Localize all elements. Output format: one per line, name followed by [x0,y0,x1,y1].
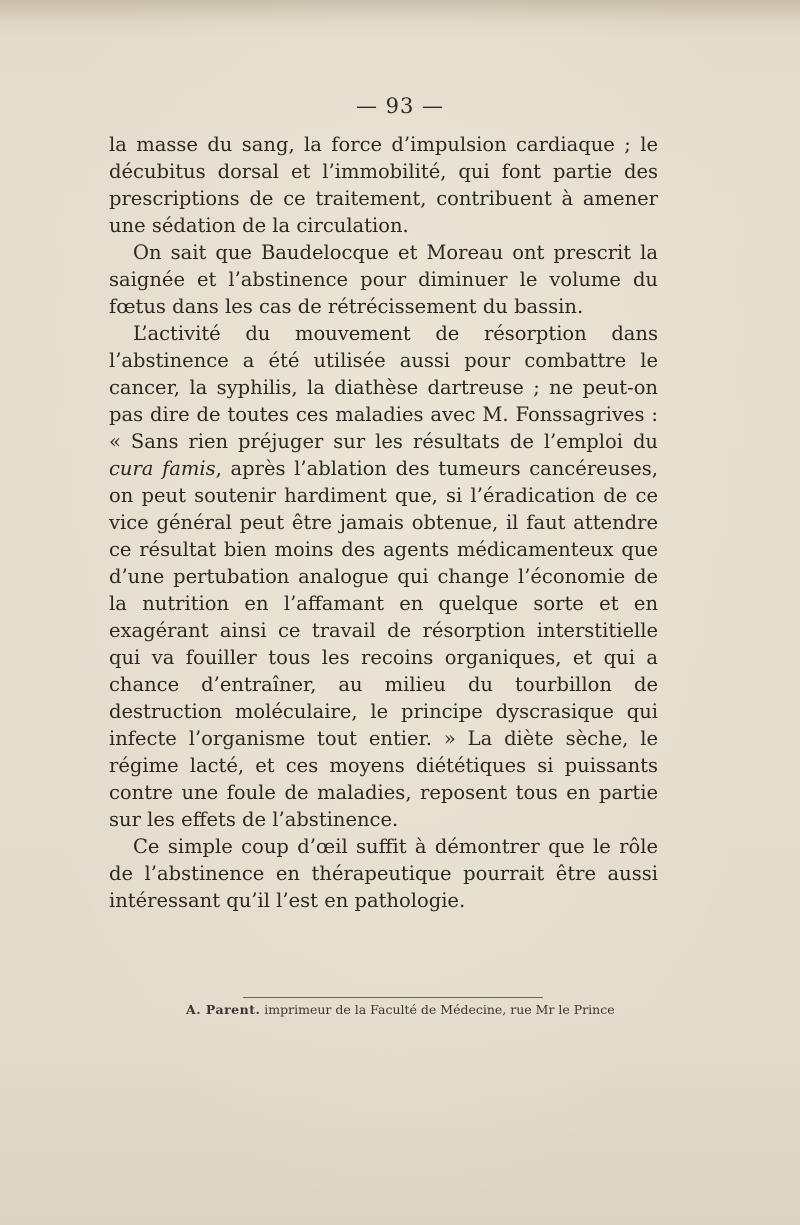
page-top-edge [0,0,800,22]
paragraph-4: Ce simple coup d’œil suffit à démontrer que le rôle de l’abstinence en thérapeutique pourrait être aussi intéressant qu’il l’est en pathologie. [109,835,658,912]
printer-imprint [186,1002,686,1017]
printer-name: A. Parent. [186,1002,261,1017]
page-number: — 93 — [355,94,445,118]
body-text [109,131,658,914]
latin-term: cura famis [109,457,216,480]
paragraph-1: la masse du sang, la force d’impulsion cardiaque ; le décubitus dorsal et l’immobilité, qui font partie des prescriptions de ce traitement, contribuent à amener une sédation de la circulation. [109,133,658,237]
paragraph-3-text-end: , après l’ablation des tumeurs cancéreuses, on peut soutenir hardiment que, si l’éradication de ce vice général peut être jamais obtenue, il faut attendre ce résultat bien moins des agents médicamenteux que d’une pertubation analogue qui change l’économie de la nutrition en l’affamant en quelque sorte et en exagérant ainsi ce travail de résorption interstitielle qui va fouiller tous les recoins organiques, et qui a chance d’entraîner, au milieu du tourbillon de destruction moléculaire, le principe dyscrasique qui infecte l’organisme tout entier. » La diète sèche, le régime lacté, et ces moyens diététiques si puissants contre une foule de maladies, reposent tous en partie sur les effets de l’abstinence. [109,457,659,831]
printer-address: imprimeur de la Faculté de Médecine, rue Mr le Prince [260,1002,615,1017]
imprint-divider [243,997,543,998]
paragraph-3 [109,320,658,833]
paragraph-2: On sait que Baudelocque et Moreau ont prescrit la saignée et l’abstinence pour diminuer le volume du fœtus dans les cas de rétrécissement du bassin. [109,241,658,318]
paragraph-3-text-start: L’activité du mouvement de résorption dans l’abstinence a été utilisée aussi pour combattre le cancer, la syphilis, la diathèse dartreuse ; ne peut-on pas dire de toutes ces maladies avec M. Fonssagrives : « Sans rien préjuger sur les résultats de l’emploi du [109,322,658,453]
